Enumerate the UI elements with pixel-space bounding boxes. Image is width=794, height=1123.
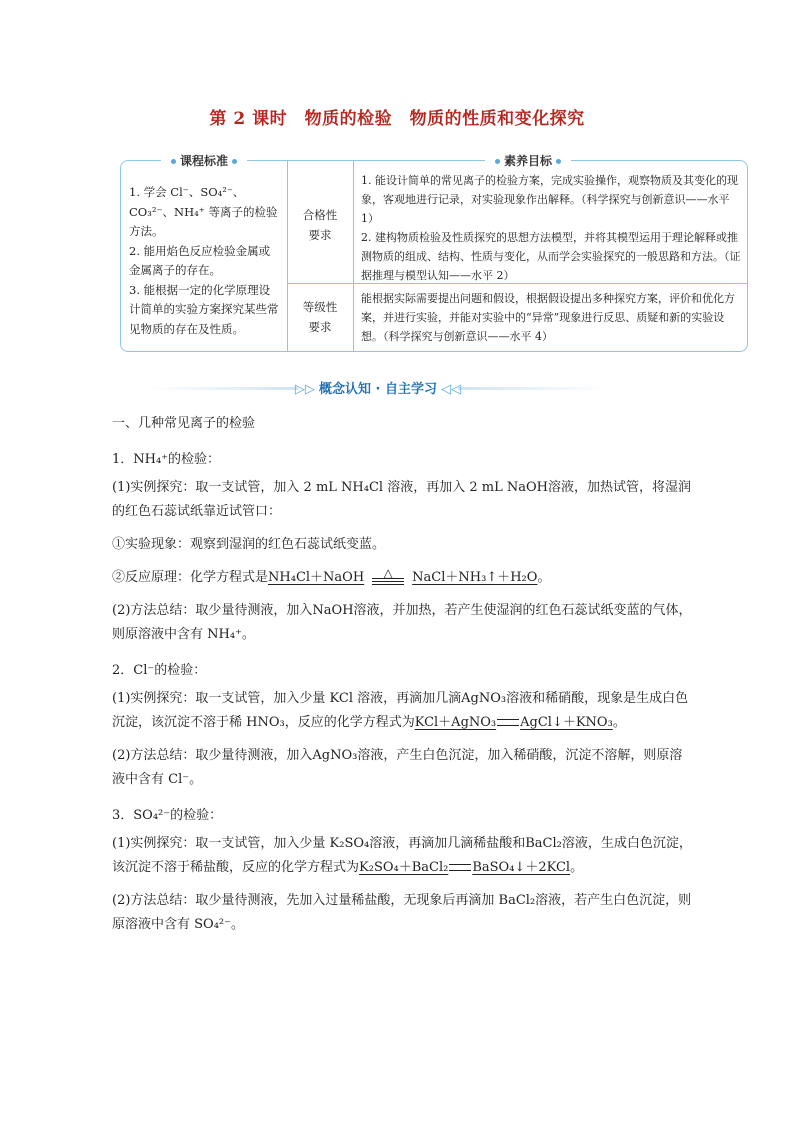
goals-advanced: [361, 289, 741, 346]
section-banner: ▷▷ 概念认知 · 自主学习 ◁◁: [148, 378, 608, 398]
equation-arrow: △: [368, 570, 408, 586]
paragraph: (2)方法总结：取少量待测液，加入NaOH溶液，并加热，若产生使湿润的红色石蕊试纸变蓝的气体，则原溶液中含有 NH₄⁺。: [112, 603, 692, 642]
standards-table: [120, 154, 748, 352]
equation-line: (1)实例探究：取一支试管，加入少量 KCl 溶液，再滴加几滴AgNO₃溶液和稀硝酸，现象是生成白色沉淀，该沉淀不溶于稀 HNO₃，反应的化学方程式为KCl＋AgNO₃ AgCl↓＋KNO₃。: [112, 691, 689, 730]
paragraph: (2)方法总结：取少量待测液，加入AgNO₃溶液，产生白色沉淀，加入稀硝酸，沉淀不溶解，则原溶液中含有 Cl⁻。: [112, 748, 683, 787]
equation-line: ②反应原理：化学方程式是NH₄Cl＋NaOH △ NaCl＋NH₃↑＋H₂O。: [112, 565, 551, 585]
paragraph: (2)方法总结：取少量待测液，先加入过量稀盐酸，无现象后再滴加 BaCl₂溶液，若产生白色沉淀，则原溶液中含有 SO₄²⁻。: [112, 893, 692, 932]
standards-list: [129, 183, 279, 339]
column-divider: [287, 161, 288, 351]
goal-item: 能根据实际需要提出问题和假设，根据假设提出多种探究方案，评价和优化方案，并进行实验，并能对实验中的“异常”现象进行反思、质疑和新的实验设想。（科学探究与创新意识——水平 4）: [361, 292, 735, 343]
level-label-advanced: 等级性要求: [302, 300, 338, 334]
item-heading: 3．SO₄²⁻的检验：: [112, 808, 223, 823]
equation-products: AgCl↓＋KNO₃: [520, 715, 613, 730]
equation-line: (1)实例探究：取一支试管，加入少量 K₂SO₄溶液，再滴加几滴稀盐酸和BaCl₂溶液，生成白色沉淀，该沉淀不溶于稀盐酸，反应的化学方程式为K₂SO₄＋BaCl₂ BaSO₄↓＋2KCl。: [112, 836, 692, 875]
equation-equals: [449, 864, 471, 871]
item-heading: 1．NH₄⁺的检验：: [112, 452, 221, 467]
section-heading: 一、几种常见离子的检验: [112, 416, 256, 431]
equation-products: BaSO₄↓＋2KCl: [472, 860, 571, 875]
bullet-icon: [232, 159, 237, 164]
bullet-icon: [556, 159, 561, 164]
column-divider: [353, 161, 354, 351]
goal-item: 2. 建构物质检验及性质探究的思想方法模型，并将其模型运用于理论解释或推测物质的组成、结构、性质与变化，从而学会实验探究的一般思路和方法。（证据推理与模型认知——水平 2）: [361, 231, 741, 282]
standards-header: 课程标准: [161, 152, 247, 169]
standard-item: 1. 学会 Cl⁻、SO₄²⁻、CO₃²⁻、NH₄⁺ 等离子的检验方法。: [129, 185, 278, 238]
standard-item: 2. 能用焰色反应检验金属或金属离子的存在。: [129, 243, 271, 277]
bullet-icon: [171, 159, 176, 164]
equation-reactants: NH₄Cl＋NaOH: [268, 570, 365, 585]
double-arrow-right-icon: ▷▷: [294, 382, 319, 397]
main-content: [112, 412, 692, 946]
equation-reactants: K₂SO₄＋BaCl₂: [359, 860, 449, 875]
goals-basic: [361, 171, 741, 285]
item-heading: 2．Cl⁻的检验：: [112, 663, 207, 678]
bullet-icon: [495, 159, 500, 164]
paragraph: (1)实例探究：取一支试管，加入 2 mL NH₄Cl 溶液，再加入 2 mL NaOH溶液，加热试管，将湿润的红色石蕊试纸靠近试管口：: [112, 480, 691, 519]
level-label-basic: 合格性要求: [302, 208, 338, 242]
equation-equals: [497, 719, 519, 726]
equation-reactants: KCl＋AgNO₃: [414, 715, 497, 730]
paragraph: ①实验现象：观察到湿润的红色石蕊试纸变蓝。: [112, 537, 386, 552]
goals-header: 素养目标: [485, 152, 571, 169]
standard-item: 3. 能根据一定的化学原理设计简单的实验方案探究某些常见物质的存在及性质。: [129, 282, 279, 336]
equation-products: NaCl＋NH₃↑＋H₂O: [412, 570, 538, 585]
double-arrow-left-icon: ◁◁: [437, 382, 462, 397]
page-title: 第 2 课时 物质的检验 物质的性质和变化探究: [209, 109, 585, 129]
goal-item: 1. 能设计简单的常见离子的检验方案，完成实验操作，观察物质及其变化的现象，客观地进行记录，对实验现象作出解释。（科学探究与创新意识——水平 1）: [361, 174, 738, 225]
